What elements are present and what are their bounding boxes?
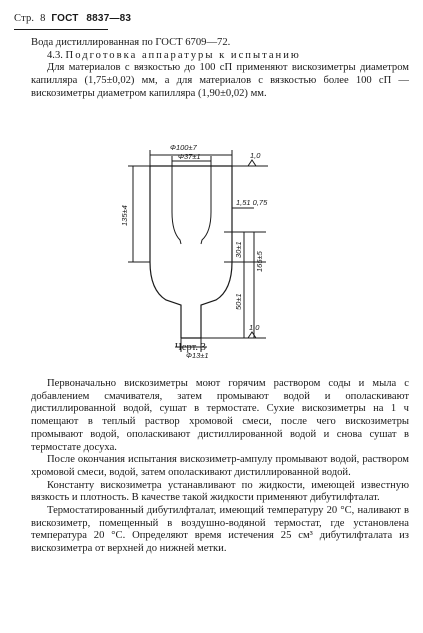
- dim-lower-height: 165±5: [255, 251, 264, 272]
- inner-tube: [172, 166, 211, 244]
- paragraph-after-test: После окончания испытания вискозиметр-ампулу промывают водой, раствором хромовой смеси, водой, затем ополаскивают дистиллированной водой.: [31, 454, 409, 478]
- dim-wall: 1,51 0,75: [236, 198, 268, 207]
- dim-bulb-height: 30±1: [234, 241, 243, 258]
- water-line: Вода дистиллированная по ГОСТ 6709—72.: [31, 37, 231, 48]
- standard-label: ГОСТ: [51, 13, 79, 24]
- paragraph-viscosity: Для материалов с вязкостью до 100 сП применяют вискозиметры диаметром капилляра (1,75±0,02) мм, а для материалов с вязкостью более 100 сП — вискозиметры диаметром капилляра (1,90±0,02) мм.: [31, 62, 409, 99]
- paragraph-thermostat: Термостатированный дибутилфталат, имеющий температуру 20 °С, наливают в вискозиметр, помещенный в воздушно-водяной термостат, где установлена температура 20 °С. Определяют время истечения 25 см³ дибутилфталата из вискозиметра от верхней до нижней метки.: [31, 505, 409, 555]
- section-number: 4.3.: [47, 49, 63, 61]
- paragraph-constant: Константу вискозиметра устанавливают по жидкости, имеющей известную вязкость и плотность. В качестве такой жидкости применяют дибутилфталат.: [31, 479, 409, 504]
- dim-total-height: 135±4: [120, 205, 129, 226]
- dim-outer-diameter: Ф100±7: [170, 143, 197, 152]
- surface-mark-bottom: 1,0: [249, 323, 260, 332]
- dim-capillary-diameter: Ф13±1: [186, 351, 209, 360]
- vessel-outline: [150, 166, 232, 338]
- paragraph-cleaning: Первоначально вискозиметры моют горячим раствором соды и мыла с добавлением смачивателя, затем промывают водой и ополаскивают дистиллированной водой, сушат в термостате. Сухие вискозиметры на 1 ч помещают в теплый раствор хромовой смеси, после чего вискозиметры промывают водой, ополаскивают дистиллированной водой и снова сушат в термостате досуха.: [31, 378, 409, 453]
- dim-upper-diameter: Ф37±1: [178, 152, 201, 161]
- figure-caption: Черт. 3: [175, 342, 206, 353]
- surface-mark-top: 1,0: [250, 151, 261, 160]
- page-prefix: Стр.: [14, 13, 35, 24]
- dim-capillary-length: 50±1: [234, 293, 243, 310]
- standard-code: 8837—83: [86, 13, 132, 24]
- section-title: Подготовка аппаратуры к испытанию: [65, 49, 301, 61]
- page-number: 8: [40, 13, 46, 24]
- bottom-text-block: [31, 378, 409, 556]
